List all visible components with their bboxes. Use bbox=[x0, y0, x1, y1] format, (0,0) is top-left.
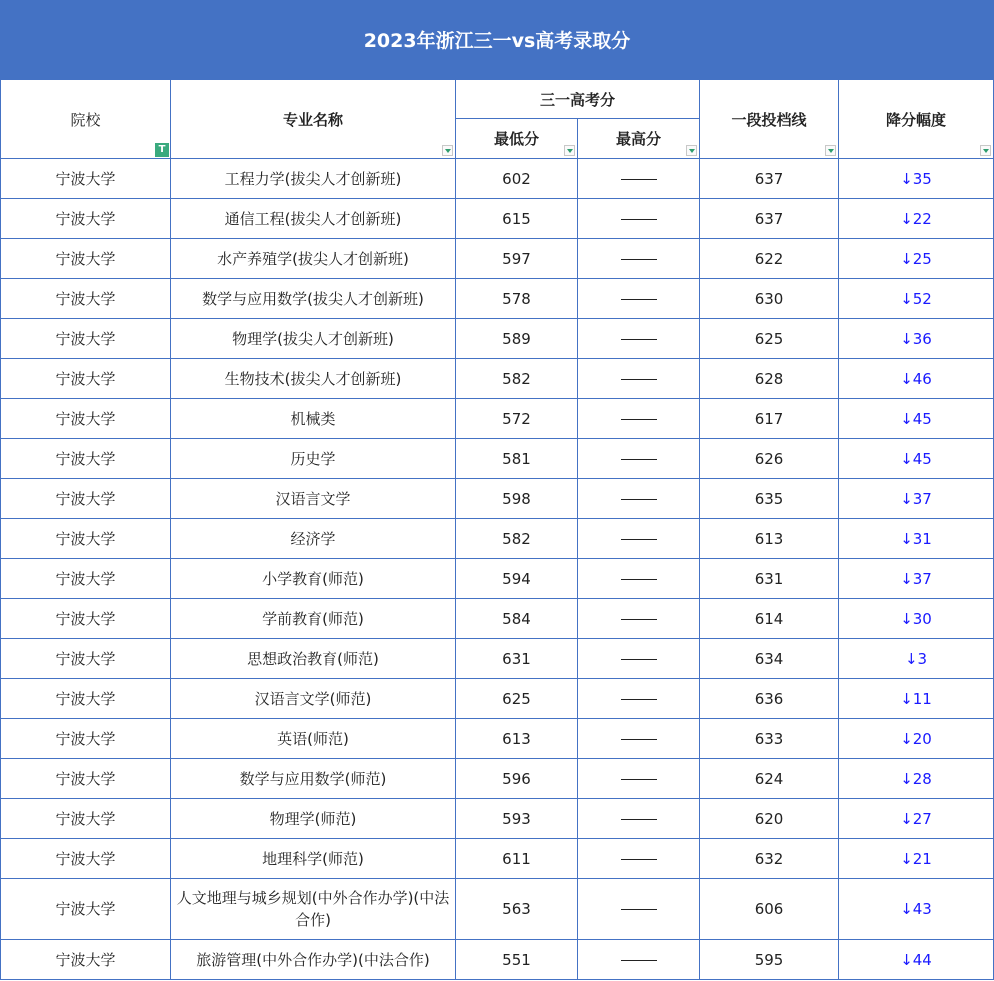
cell-score-drop: ↓44 bbox=[839, 940, 994, 980]
table-row bbox=[1, 359, 994, 399]
cell-min-score: 563 bbox=[456, 879, 578, 940]
cell-score-drop: ↓3 bbox=[839, 639, 994, 679]
dash-line bbox=[621, 339, 657, 340]
cell-score-drop: ↓37 bbox=[839, 479, 994, 519]
cell-major: 经济学 bbox=[171, 519, 456, 559]
cell-school: 宁波大学 bbox=[1, 479, 171, 519]
cell-school: 宁波大学 bbox=[1, 519, 171, 559]
cell-major: 机械类 bbox=[171, 399, 456, 439]
cell-major: 汉语言文学 bbox=[171, 479, 456, 519]
table-row bbox=[1, 319, 994, 359]
dash-line bbox=[621, 299, 657, 300]
dash-line bbox=[621, 909, 657, 910]
cell-first-tier-line: 613 bbox=[700, 519, 839, 559]
table-title: 2023年浙江三一vs高考录取分 bbox=[0, 0, 994, 79]
dash-line bbox=[621, 779, 657, 780]
cell-min-score: 596 bbox=[456, 759, 578, 799]
cell-first-tier-line: 620 bbox=[700, 799, 839, 839]
cell-score-drop: ↓27 bbox=[839, 799, 994, 839]
table-row bbox=[1, 479, 994, 519]
cell-first-tier-line: 637 bbox=[700, 199, 839, 239]
cell-max-score bbox=[578, 559, 700, 599]
dash-line bbox=[621, 619, 657, 620]
cell-max-score bbox=[578, 439, 700, 479]
header-school-label: 院校 bbox=[70, 110, 101, 129]
cell-max-score bbox=[578, 940, 700, 980]
cell-first-tier-line: 637 bbox=[700, 159, 839, 199]
header-line[interactable] bbox=[700, 80, 839, 159]
table-row bbox=[1, 399, 994, 439]
dash-line bbox=[621, 379, 657, 380]
table-row bbox=[1, 759, 994, 799]
cell-school: 宁波大学 bbox=[1, 799, 171, 839]
cell-min-score: 594 bbox=[456, 559, 578, 599]
cell-major: 数学与应用数学(师范) bbox=[171, 759, 456, 799]
header-group bbox=[456, 80, 700, 119]
cell-max-score bbox=[578, 839, 700, 879]
cell-min-score: 597 bbox=[456, 239, 578, 279]
cell-max-score bbox=[578, 599, 700, 639]
cell-max-score bbox=[578, 399, 700, 439]
cell-school: 宁波大学 bbox=[1, 239, 171, 279]
cell-school: 宁波大学 bbox=[1, 679, 171, 719]
filter-dropdown-icon[interactable] bbox=[980, 145, 991, 156]
filter-dropdown-icon[interactable] bbox=[686, 145, 697, 156]
table-row bbox=[1, 159, 994, 199]
cell-score-drop: ↓31 bbox=[839, 519, 994, 559]
cell-max-score bbox=[578, 519, 700, 559]
table-row bbox=[1, 599, 994, 639]
header-group-label: 三一高考分 bbox=[540, 90, 616, 109]
header-min[interactable] bbox=[456, 119, 578, 159]
cell-score-drop: ↓43 bbox=[839, 879, 994, 940]
cell-min-score: 615 bbox=[456, 199, 578, 239]
cell-major: 通信工程(拔尖人才创新班) bbox=[171, 199, 456, 239]
cell-min-score: 581 bbox=[456, 439, 578, 479]
filter-dropdown-icon[interactable] bbox=[564, 145, 575, 156]
cell-min-score: 578 bbox=[456, 279, 578, 319]
cell-score-drop: ↓45 bbox=[839, 399, 994, 439]
admission-table bbox=[0, 79, 994, 980]
table-row bbox=[1, 239, 994, 279]
cell-first-tier-line: 625 bbox=[700, 319, 839, 359]
cell-min-score: 602 bbox=[456, 159, 578, 199]
cell-major: 历史学 bbox=[171, 439, 456, 479]
cell-school: 宁波大学 bbox=[1, 599, 171, 639]
cell-min-score: 582 bbox=[456, 359, 578, 399]
cell-min-score: 598 bbox=[456, 479, 578, 519]
cell-first-tier-line: 617 bbox=[700, 399, 839, 439]
cell-score-drop: ↓28 bbox=[839, 759, 994, 799]
table-row bbox=[1, 279, 994, 319]
dash-line bbox=[621, 579, 657, 580]
cell-first-tier-line: 626 bbox=[700, 439, 839, 479]
cell-school: 宁波大学 bbox=[1, 319, 171, 359]
cell-first-tier-line: 624 bbox=[700, 759, 839, 799]
header-major[interactable] bbox=[171, 80, 456, 159]
cell-score-drop: ↓21 bbox=[839, 839, 994, 879]
dash-line bbox=[621, 419, 657, 420]
cell-school: 宁波大学 bbox=[1, 279, 171, 319]
cell-first-tier-line: 634 bbox=[700, 639, 839, 679]
table-row bbox=[1, 519, 994, 559]
cell-score-drop: ↓45 bbox=[839, 439, 994, 479]
cell-school: 宁波大学 bbox=[1, 940, 171, 980]
header-school[interactable] bbox=[1, 80, 171, 159]
dash-line bbox=[621, 699, 657, 700]
cell-first-tier-line: 606 bbox=[700, 879, 839, 940]
header-major-label: 专业名称 bbox=[282, 110, 343, 129]
cell-score-drop: ↓20 bbox=[839, 719, 994, 759]
header-max-label: 最高分 bbox=[616, 130, 662, 148]
dash-line bbox=[621, 259, 657, 260]
cell-min-score: 551 bbox=[456, 940, 578, 980]
cell-major: 生物技术(拔尖人才创新班) bbox=[171, 359, 456, 399]
table-row bbox=[1, 940, 994, 980]
dash-line bbox=[621, 739, 657, 740]
table-row bbox=[1, 679, 994, 719]
cell-min-score: 593 bbox=[456, 799, 578, 839]
cell-score-drop: ↓52 bbox=[839, 279, 994, 319]
cell-score-drop: ↓37 bbox=[839, 559, 994, 599]
cell-max-score bbox=[578, 159, 700, 199]
dash-line bbox=[621, 459, 657, 460]
cell-major: 英语(师范) bbox=[171, 719, 456, 759]
cell-max-score bbox=[578, 319, 700, 359]
cell-max-score bbox=[578, 239, 700, 279]
text-filter-icon[interactable]: T bbox=[155, 143, 169, 157]
cell-first-tier-line: 628 bbox=[700, 359, 839, 399]
cell-max-score bbox=[578, 719, 700, 759]
cell-max-score bbox=[578, 359, 700, 399]
dash-line bbox=[621, 819, 657, 820]
table-row bbox=[1, 799, 994, 839]
cell-max-score bbox=[578, 639, 700, 679]
dash-line bbox=[621, 179, 657, 180]
cell-max-score bbox=[578, 199, 700, 239]
table-row bbox=[1, 839, 994, 879]
dash-line bbox=[621, 219, 657, 220]
table-row bbox=[1, 639, 994, 679]
table-row bbox=[1, 559, 994, 599]
cell-school: 宁波大学 bbox=[1, 399, 171, 439]
cell-school: 宁波大学 bbox=[1, 359, 171, 399]
table-row bbox=[1, 719, 994, 759]
dash-line bbox=[621, 859, 657, 860]
cell-major: 旅游管理(中外合作办学)(中法合作) bbox=[171, 940, 456, 980]
cell-first-tier-line: 635 bbox=[700, 479, 839, 519]
header-min-label: 最低分 bbox=[493, 130, 539, 148]
cell-min-score: 625 bbox=[456, 679, 578, 719]
filter-dropdown-icon[interactable] bbox=[442, 145, 453, 156]
cell-school: 宁波大学 bbox=[1, 839, 171, 879]
cell-school: 宁波大学 bbox=[1, 719, 171, 759]
cell-first-tier-line: 636 bbox=[700, 679, 839, 719]
cell-score-drop: ↓36 bbox=[839, 319, 994, 359]
cell-major: 物理学(拔尖人才创新班) bbox=[171, 319, 456, 359]
cell-school: 宁波大学 bbox=[1, 439, 171, 479]
header-drop[interactable] bbox=[839, 80, 994, 159]
cell-max-score bbox=[578, 759, 700, 799]
header-line-label: 一段投档线 bbox=[731, 110, 807, 129]
cell-major: 数学与应用数学(拔尖人才创新班) bbox=[171, 279, 456, 319]
cell-first-tier-line: 614 bbox=[700, 599, 839, 639]
cell-first-tier-line: 632 bbox=[700, 839, 839, 879]
cell-school: 宁波大学 bbox=[1, 879, 171, 940]
cell-max-score bbox=[578, 479, 700, 519]
cell-major: 学前教育(师范) bbox=[171, 599, 456, 639]
cell-min-score: 572 bbox=[456, 399, 578, 439]
header-max[interactable] bbox=[578, 119, 700, 159]
cell-min-score: 589 bbox=[456, 319, 578, 359]
cell-min-score: 631 bbox=[456, 639, 578, 679]
cell-major: 物理学(师范) bbox=[171, 799, 456, 839]
cell-score-drop: ↓35 bbox=[839, 159, 994, 199]
cell-score-drop: ↓46 bbox=[839, 359, 994, 399]
cell-school: 宁波大学 bbox=[1, 199, 171, 239]
cell-major: 地理科学(师范) bbox=[171, 839, 456, 879]
cell-score-drop: ↓11 bbox=[839, 679, 994, 719]
cell-major: 水产养殖学(拔尖人才创新班) bbox=[171, 239, 456, 279]
cell-first-tier-line: 622 bbox=[700, 239, 839, 279]
cell-first-tier-line: 630 bbox=[700, 279, 839, 319]
dash-line bbox=[621, 659, 657, 660]
cell-major: 工程力学(拔尖人才创新班) bbox=[171, 159, 456, 199]
dash-line bbox=[621, 960, 657, 961]
cell-min-score: 584 bbox=[456, 599, 578, 639]
dash-line bbox=[621, 499, 657, 500]
cell-max-score bbox=[578, 679, 700, 719]
header-drop-label: 降分幅度 bbox=[886, 110, 947, 129]
filter-dropdown-icon[interactable] bbox=[825, 145, 836, 156]
cell-school: 宁波大学 bbox=[1, 159, 171, 199]
cell-min-score: 611 bbox=[456, 839, 578, 879]
cell-major: 汉语言文学(师范) bbox=[171, 679, 456, 719]
cell-school: 宁波大学 bbox=[1, 759, 171, 799]
cell-school: 宁波大学 bbox=[1, 639, 171, 679]
cell-major: 人文地理与城乡规划(中外合作办学)(中法合作) bbox=[171, 879, 456, 940]
cell-first-tier-line: 633 bbox=[700, 719, 839, 759]
cell-max-score bbox=[578, 879, 700, 940]
table-row bbox=[1, 879, 994, 940]
cell-max-score bbox=[578, 279, 700, 319]
cell-max-score bbox=[578, 799, 700, 839]
cell-score-drop: ↓25 bbox=[839, 239, 994, 279]
cell-min-score: 613 bbox=[456, 719, 578, 759]
cell-min-score: 582 bbox=[456, 519, 578, 559]
dash-line bbox=[621, 539, 657, 540]
cell-score-drop: ↓22 bbox=[839, 199, 994, 239]
cell-school: 宁波大学 bbox=[1, 559, 171, 599]
table-row bbox=[1, 199, 994, 239]
cell-first-tier-line: 595 bbox=[700, 940, 839, 980]
cell-major: 思想政治教育(师范) bbox=[171, 639, 456, 679]
cell-first-tier-line: 631 bbox=[700, 559, 839, 599]
table-row bbox=[1, 439, 994, 479]
cell-major: 小学教育(师范) bbox=[171, 559, 456, 599]
cell-score-drop: ↓30 bbox=[839, 599, 994, 639]
